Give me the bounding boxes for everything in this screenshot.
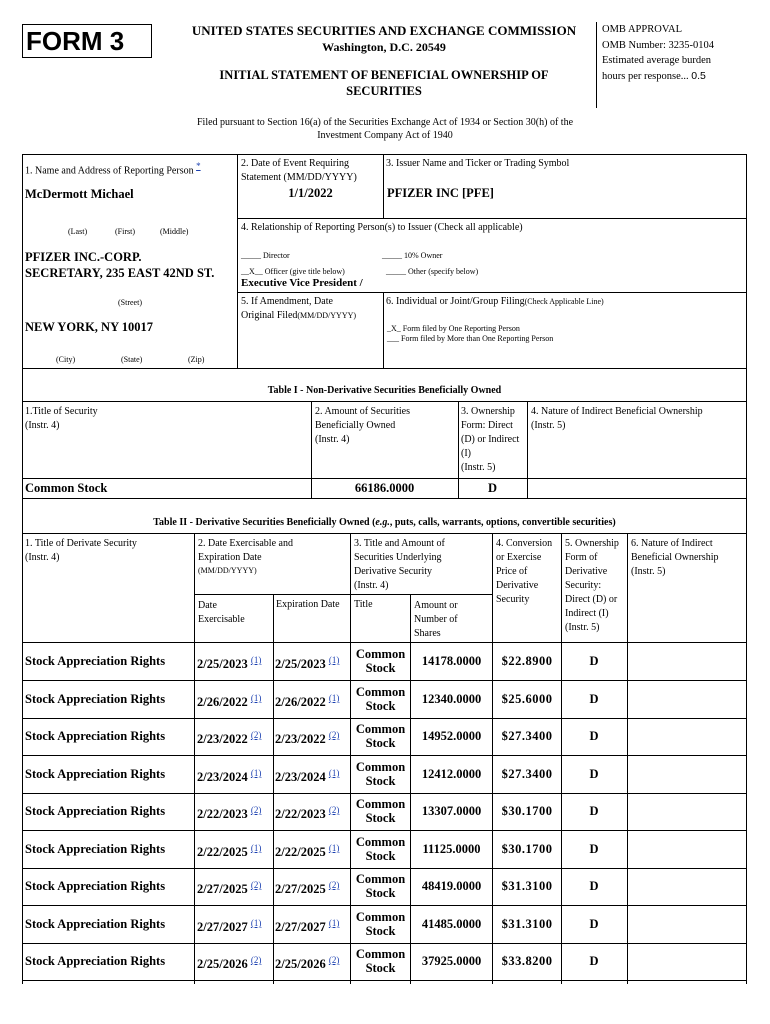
reporting-person-label — [25, 161, 201, 176]
table1-row-title: Common Stock — [25, 481, 108, 495]
agency-location: Washington, D.C. 20549 — [322, 40, 446, 54]
footnote-link[interactable]: (1) — [250, 768, 262, 778]
table1-col1-line: (Instr. 4) — [25, 420, 60, 431]
underlying-title-line: Stock — [365, 699, 396, 713]
underlying-title — [351, 647, 410, 675]
table2-col6-line: (Instr. 5) — [631, 566, 666, 577]
table1-col2-line: 2. Amount of Securities — [315, 406, 410, 417]
issuer-value: PFIZER INC [PFE] — [387, 186, 494, 200]
underlying-title — [351, 947, 410, 975]
underlying-title — [351, 722, 410, 750]
underlying-title-line: Stock — [365, 886, 396, 900]
reporting-person-footnote-link[interactable]: * — [196, 161, 201, 171]
derivative-title: Stock Appreciation Rights — [25, 692, 166, 706]
date-exercisable — [197, 955, 261, 972]
filing-type-label-text: 6. Individual or Joint/Group Filing — [386, 296, 525, 307]
form-label: FORM 3 — [26, 26, 125, 56]
table1-col3-header — [461, 405, 519, 475]
exercise-price: $31.3100 — [501, 879, 553, 893]
underlying-title-line: Common — [355, 760, 406, 774]
expiration-date-value: 2/26/2022 — [275, 695, 326, 710]
omb-burden: Estimated average burden — [602, 55, 712, 66]
expiration-date — [275, 693, 339, 710]
footnote-link[interactable]: (1) — [328, 918, 340, 928]
ownership-form: D — [589, 767, 599, 781]
ownership-form: D — [589, 879, 599, 893]
expiration-date — [275, 768, 339, 785]
table2-col2-line: Expiration Date — [198, 552, 262, 563]
ownership-form: D — [589, 954, 599, 968]
table2-title — [22, 517, 747, 528]
underlying-title-line: Common — [355, 685, 406, 699]
table1-col2-line: Beneficially Owned — [315, 420, 396, 431]
table2-col2a-line: Date — [198, 600, 217, 611]
exercise-price: $30.1700 — [501, 842, 553, 856]
underlying-title-line: Stock — [365, 661, 396, 675]
table2-col3-line: Securities Underlying — [354, 552, 442, 563]
table1-title: Table I - Non-Derivative Securities Beneficially Owned — [267, 385, 502, 396]
relationship-label: 4. Relationship of Reporting Person(s) to Issuer (Check all applicable) — [241, 222, 523, 233]
footnote-link[interactable]: (1) — [328, 655, 340, 665]
footnote-link[interactable]: (2) — [328, 955, 340, 965]
table1-row-form: D — [487, 481, 498, 495]
table1-col1-header — [25, 405, 98, 433]
amendment-date-format: (MM/DD/YYYY) — [297, 311, 357, 320]
table1-col3-line: (I) — [461, 448, 471, 459]
date-exercisable — [197, 655, 261, 672]
table2-col6-header — [631, 537, 718, 579]
table2-col2-line: 2. Date Exercisable and — [198, 538, 293, 549]
underlying-title — [351, 910, 410, 938]
expiration-date-value: 2/25/2023 — [275, 657, 326, 672]
derivative-title: Stock Appreciation Rights — [25, 879, 166, 893]
footnote-link[interactable]: (2) — [328, 805, 340, 815]
footnote-link[interactable]: (1) — [250, 693, 262, 703]
filing-type-label-hint: (Check Applicable Line) — [524, 297, 604, 306]
underlying-shares: 12340.0000 — [421, 692, 482, 706]
amendment-label2-text: Original Filed — [241, 310, 298, 321]
table1-col2-line: (Instr. 4) — [315, 434, 350, 445]
underlying-shares: 11125.0000 — [422, 842, 481, 856]
omb-hours-label: hours per response... — [602, 70, 689, 82]
exercise-price: $22.8900 — [501, 654, 553, 668]
table2-col3-line: 3. Title and Amount of — [354, 538, 445, 549]
street-caption: (Street) — [118, 298, 142, 307]
underlying-title-line: Stock — [365, 961, 396, 975]
reporting-person-name: McDermott Michael — [25, 187, 134, 201]
date-exercisable-value: 2/27/2027 — [197, 920, 248, 935]
footnote-link[interactable]: (2) — [328, 730, 340, 740]
ownership-form: D — [589, 654, 599, 668]
date-exercisable-value: 2/26/2022 — [197, 695, 248, 710]
underlying-title — [351, 872, 410, 900]
expiration-date — [275, 918, 339, 935]
date-exercisable — [197, 805, 261, 822]
date-exercisable — [197, 843, 261, 860]
date-exercisable — [197, 693, 261, 710]
form-label-box — [22, 24, 152, 58]
derivative-title: Stock Appreciation Rights — [25, 917, 166, 931]
issuer-label: 3. Issuer Name and Ticker or Trading Symbol — [386, 158, 570, 169]
table2-title-a: Table II - Derivative Securities Beneficially Owned ( — [153, 517, 376, 528]
derivative-title: Stock Appreciation Rights — [25, 729, 166, 743]
footnote-link[interactable]: (2) — [250, 880, 262, 890]
omb-hours-value: 0.5 — [691, 69, 706, 82]
address-line2: SECRETARY, 235 EAST 42ND ST. — [25, 266, 215, 280]
officer-title: Executive Vice President / — [241, 277, 363, 289]
table2-col3b-line: Shares — [414, 628, 441, 639]
date-exercisable — [197, 918, 261, 935]
event-date-value: 1/1/2022 — [288, 186, 333, 200]
date-exercisable-value: 2/25/2023 — [197, 657, 248, 672]
table2-col3a-header: Title — [354, 599, 373, 610]
table1-row-amount: 66186.0000 — [354, 481, 415, 495]
date-exercisable-value: 2/23/2022 — [197, 732, 248, 747]
table2-col3b-header — [414, 599, 458, 641]
date-exercisable-value: 2/22/2023 — [197, 807, 248, 822]
zip-caption: (Zip) — [188, 355, 205, 364]
table2-col2-header — [198, 537, 293, 577]
omb-approval: OMB APPROVAL — [602, 24, 683, 35]
table1-col3-line: (D) or Indirect — [461, 434, 520, 445]
derivative-title: Stock Appreciation Rights — [25, 842, 166, 856]
table2-col5-header — [565, 537, 619, 635]
table2-col5-line: (Instr. 5) — [565, 622, 600, 633]
table1-col3-line: (Instr. 5) — [461, 462, 496, 473]
table2-col5-line: 5. Ownership — [565, 538, 619, 549]
date-exercisable-value: 2/22/2025 — [197, 845, 248, 860]
table2-col3b-line: Amount or — [414, 600, 458, 611]
table1-col1-line: 1.Title of Security — [25, 406, 98, 417]
underlying-shares: 48419.0000 — [421, 879, 482, 893]
table1-col2-header — [315, 405, 410, 447]
table1-col3-line: 3. Ownership — [461, 406, 515, 417]
exercise-price: $27.3400 — [501, 767, 553, 781]
name-first-caption: (First) — [115, 227, 135, 236]
derivative-title: Stock Appreciation Rights — [25, 654, 166, 668]
table2-col2a-line: Exercisable — [198, 614, 245, 625]
omb-hours — [602, 69, 762, 85]
underlying-title-line: Stock — [365, 736, 396, 750]
exercise-price: $30.1700 — [501, 804, 553, 818]
table1-col4-line: 4. Nature of Indirect Beneficial Ownership — [531, 406, 703, 417]
underlying-shares: 37925.0000 — [421, 954, 482, 968]
underlying-shares: 41485.0000 — [421, 917, 482, 931]
date-exercisable-value: 2/23/2024 — [197, 770, 248, 785]
table2-col6-line: Beneficial Ownership — [631, 552, 719, 563]
name-middle-caption: (Middle) — [160, 227, 189, 236]
table2-col5-line: Security: — [565, 580, 602, 591]
expiration-date-value: 2/27/2027 — [275, 920, 326, 935]
underlying-title-line: Common — [355, 797, 406, 811]
expiration-date-value: 2/22/2025 — [275, 845, 326, 860]
underlying-title — [351, 797, 410, 825]
expiration-date — [275, 655, 339, 672]
footnote-link[interactable]: (1) — [328, 768, 340, 778]
filed-pursuant-line1: Filed pursuant to Section 16(a) of the Securities Exchange Act of 1934 or Section 30(h) of the — [196, 117, 574, 128]
relationship-officer: __X__ Officer (give title below) — [241, 267, 345, 276]
table2-col4-line: Security — [496, 594, 530, 605]
derivative-title: Stock Appreciation Rights — [25, 767, 166, 781]
underlying-title-line: Stock — [365, 924, 396, 938]
expiration-date-value: 2/23/2024 — [275, 770, 326, 785]
amendment-label2 — [241, 310, 356, 321]
table2-col2-date-format: (MM/DD/YYYY) — [198, 566, 257, 575]
amendment-label1: 5. If Amendment, Date — [241, 296, 333, 307]
agency-name: UNITED STATES SECURITIES AND EXCHANGE COMMISSION — [191, 23, 577, 38]
footnote-link[interactable]: (1) — [250, 918, 262, 928]
filing-type-label — [386, 296, 604, 307]
underlying-title — [351, 685, 410, 713]
table2-col5-line: Form of — [565, 552, 598, 563]
exercise-price: $27.3400 — [501, 729, 553, 743]
relationship-director: _____ Director — [241, 251, 290, 260]
event-date-label2: Statement (MM/DD/YYYY) — [241, 172, 357, 183]
ownership-form: D — [589, 804, 599, 818]
derivative-title: Stock Appreciation Rights — [25, 954, 166, 968]
underlying-title-line: Common — [355, 722, 406, 736]
expiration-date — [275, 730, 339, 747]
underlying-title-line: Common — [355, 835, 406, 849]
table2-col5-line: Indirect (I) — [565, 608, 609, 619]
city-state-zip: NEW YORK, NY 10017 — [25, 320, 154, 334]
table2-col4-line: Price of — [496, 566, 528, 577]
table2-col4-line: Derivative — [496, 580, 539, 591]
table2-title-eg: e.g. — [375, 517, 390, 528]
filing-one-person: _X_ Form filed by One Reporting Person — [387, 324, 520, 333]
table2-col4-line: or Exercise — [496, 552, 542, 563]
date-exercisable — [197, 730, 261, 747]
footnote-link[interactable]: (1) — [250, 655, 262, 665]
underlying-shares: 13307.0000 — [421, 804, 482, 818]
filing-multiple-persons: ___ Form filed by More than One Reporting Person — [387, 334, 554, 343]
expiration-date-value: 2/27/2025 — [275, 882, 326, 897]
omb-number: OMB Number: 3235-0104 — [602, 39, 714, 51]
table2-col4-line: 4. Conversion — [496, 538, 553, 549]
footnote-link[interactable]: (2) — [250, 730, 262, 740]
exercise-price: $33.8200 — [501, 954, 553, 968]
city-caption: (City) — [56, 355, 76, 364]
form-title-line2: SECURITIES — [346, 84, 422, 98]
table2-col1-header — [25, 537, 137, 565]
footnote-link[interactable]: (2) — [328, 880, 340, 890]
underlying-shares: 14178.0000 — [421, 654, 482, 668]
underlying-shares: 12412.0000 — [421, 767, 482, 781]
underlying-title — [351, 835, 410, 863]
expiration-date — [275, 880, 339, 897]
footnote-link[interactable]: (1) — [250, 843, 262, 853]
date-exercisable-value: 2/27/2025 — [197, 882, 248, 897]
ownership-form: D — [589, 692, 599, 706]
table2-col2b-header: Expiration Date — [276, 599, 340, 610]
filed-pursuant-line2: Investment Company Act of 1940 — [317, 130, 453, 141]
derivative-title: Stock Appreciation Rights — [25, 804, 166, 818]
underlying-title — [351, 760, 410, 788]
table2-title-b: , puts, calls, warrants, options, convertible securities) — [389, 517, 616, 528]
expiration-date — [275, 805, 339, 822]
relationship-other: _____ Other (specify below) — [386, 267, 479, 276]
state-caption: (State) — [121, 355, 143, 364]
underlying-title-line: Common — [355, 910, 406, 924]
footnote-link[interactable]: (2) — [250, 955, 262, 965]
table2-col4-header — [496, 537, 552, 607]
table2-col3-line: Derivative Security — [354, 566, 433, 577]
reporting-person-label-text: 1. Name and Address of Reporting Person — [25, 165, 194, 177]
underlying-title-line: Stock — [365, 849, 396, 863]
form-title-line1: INITIAL STATEMENT OF BENEFICIAL OWNERSHIP OF — [219, 68, 549, 82]
underlying-title-line: Common — [355, 647, 406, 661]
table2-col1-line: 1. Title of Derivate Security — [25, 538, 137, 549]
underlying-title-line: Common — [355, 947, 406, 961]
underlying-title-line: Common — [355, 872, 406, 886]
table2-col2a-header — [198, 599, 245, 627]
date-exercisable — [197, 880, 261, 897]
table2-col6-line: 6. Nature of Indirect — [631, 538, 713, 549]
relationship-ten-percent: _____ 10% Owner — [382, 251, 443, 260]
table2-col3-line: (Instr. 4) — [354, 580, 389, 591]
underlying-title-line: Stock — [365, 774, 396, 788]
ownership-form: D — [589, 729, 599, 743]
ownership-form: D — [589, 842, 599, 856]
date-exercisable — [197, 768, 261, 785]
address-line1: PFIZER INC.-CORP. — [25, 250, 142, 264]
expiration-date — [275, 955, 339, 972]
date-exercisable-value: 2/25/2026 — [197, 957, 248, 972]
name-last-caption: (Last) — [68, 227, 88, 236]
table2-col1-line: (Instr. 4) — [25, 552, 60, 563]
expiration-date-value: 2/25/2026 — [275, 957, 326, 972]
table2-col5-line: Direct (D) or — [565, 594, 618, 605]
exercise-price: $25.6000 — [501, 692, 553, 706]
table2-col3-header — [354, 537, 445, 593]
footnote-link[interactable]: (2) — [250, 805, 262, 815]
event-date-label1: 2. Date of Event Requiring — [241, 158, 350, 169]
omb-box — [596, 22, 762, 108]
underlying-title-line: Stock — [365, 811, 396, 825]
expiration-date — [275, 843, 339, 860]
table1-col4-header — [531, 405, 703, 433]
ownership-form: D — [589, 917, 599, 931]
expiration-date-value: 2/23/2022 — [275, 732, 326, 747]
exercise-price: $31.3100 — [501, 917, 553, 931]
expiration-date-value: 2/22/2023 — [275, 807, 326, 822]
table2-col5-line: Derivative — [565, 566, 608, 577]
table1-col4-line: (Instr. 5) — [531, 420, 566, 431]
footnote-link[interactable]: (1) — [328, 843, 340, 853]
table2-col3b-line: Number of — [414, 614, 458, 625]
footnote-link[interactable]: (1) — [328, 693, 340, 703]
underlying-shares: 14952.0000 — [421, 729, 482, 743]
table1-col3-line: Form: Direct — [461, 420, 513, 431]
